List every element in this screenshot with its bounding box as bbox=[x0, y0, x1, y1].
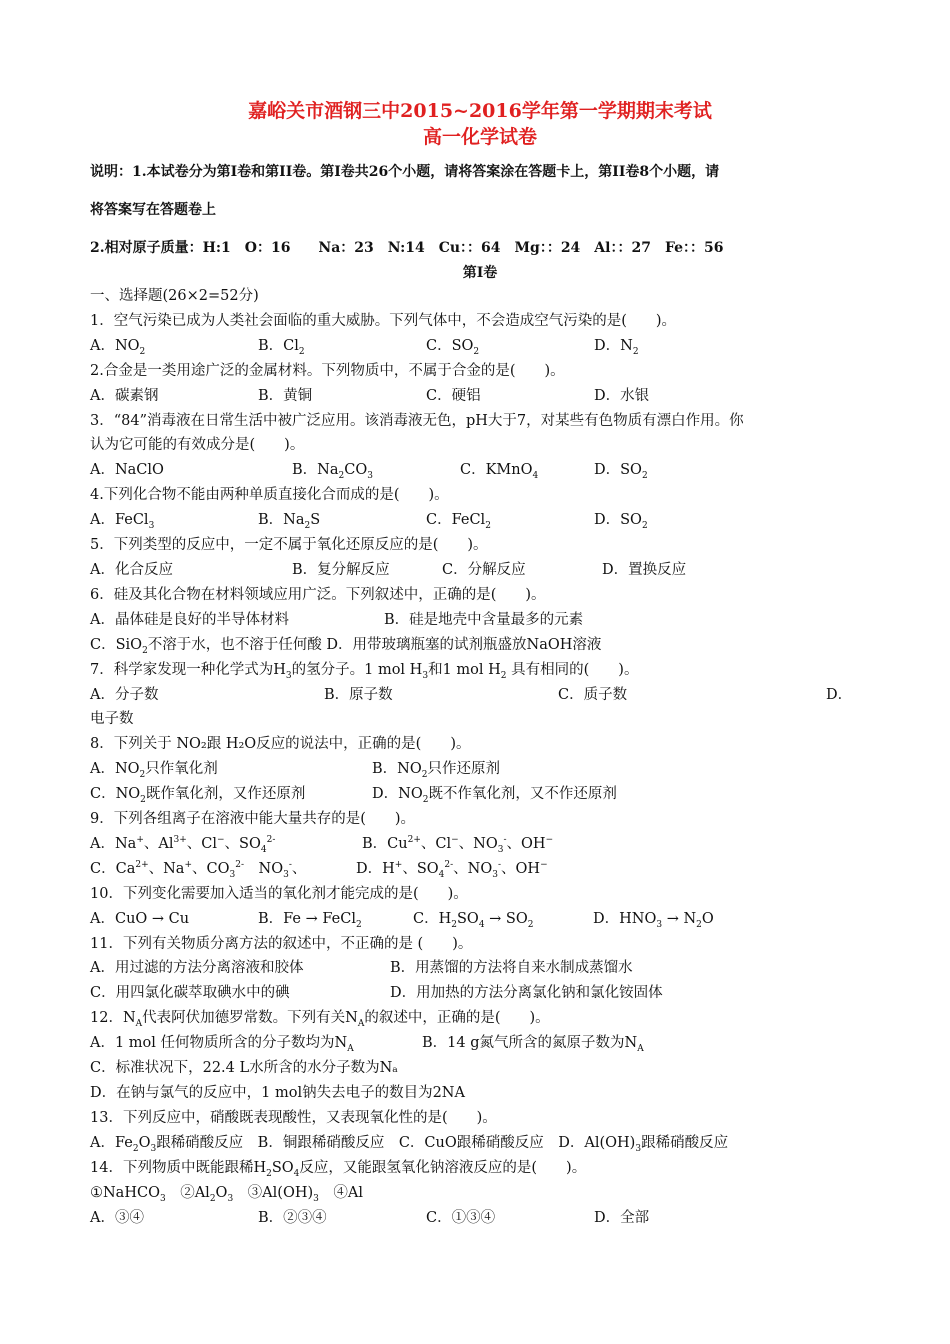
exam-page bbox=[90, 98, 870, 1230]
q11-option-a: A．用过滤的方法分离溶液和胶体 bbox=[90, 960, 304, 977]
part-title: 第I卷 bbox=[462, 265, 498, 281]
q8-stem: 8．下列关于 NO₂跟 H₂O反应的说法中，正确的是( )。 bbox=[90, 736, 471, 753]
q5-option-c: C．分解反应 bbox=[442, 561, 526, 578]
q1-option-a: A．$NO_2$ bbox=[90, 337, 146, 357]
q13-options: A．$Fe_2O_3$跟稀硝酸反应 B．铜跟稀硝酸反应 C．CuO跟稀硝酸反应 D．$Al(OH)_3$跟稀硝酸反应 bbox=[90, 1134, 729, 1154]
q3-stem-line1: 3．“84”消毒液在日常生活中被广泛应用。该消毒液无色，pH大于7，对某些有色物质有漂白作用。你 bbox=[90, 412, 744, 429]
q2-option-b: B．黄铜 bbox=[258, 387, 313, 404]
q7-option-a: A．分子数 bbox=[90, 686, 159, 703]
q3-options bbox=[90, 458, 870, 483]
q2-option-a: A．碳素钢 bbox=[90, 387, 159, 404]
exam-title-line2: 高一化学试卷 bbox=[422, 126, 537, 148]
q11-option-b: B．用蒸馏的方法将自来水制成蒸馏水 bbox=[390, 960, 633, 977]
q12-stem: 12．$N_A$代表阿伏加德罗常数。下列有关$N_A$的叙述中，正确的是( )。 bbox=[90, 1010, 550, 1030]
q3-option-a: A．NaClO bbox=[90, 462, 164, 479]
q8-option-b: B．$NO_2$只作还原剂 bbox=[372, 761, 500, 781]
atomic-mass-line: 2.相对原子质量：H:1 O：16 Na：23 N:14 Cu：：64 Mg：：24 Al：：27 Fe：：56 bbox=[90, 240, 724, 256]
q11-stem: 11．下列有关物质分离方法的叙述中，不正确的是 ( )。 bbox=[90, 935, 473, 952]
q11-option-d: D．用加热的方法分离氯化钠和氯化铵固体 bbox=[390, 985, 663, 1002]
q12-options-row1 bbox=[90, 1031, 870, 1056]
q6-options-row2 bbox=[90, 633, 870, 658]
q6-stem: 6．硅及其化合物在材料领域应用广泛。下列叙述中，正确的是( )。 bbox=[90, 586, 546, 603]
q11-options-row2 bbox=[90, 981, 870, 1006]
q6-option-d: D．用带玻璃瓶塞的试剂瓶盛放NaOH溶液 bbox=[326, 636, 602, 653]
q6-option-a: A．晶体硅是良好的半导体材料 bbox=[90, 611, 289, 628]
q4-option-d: D．$SO_2$ bbox=[594, 512, 648, 532]
q10-options bbox=[90, 907, 870, 932]
q14-option-a: A．③④ bbox=[90, 1209, 144, 1226]
q3-option-b: B．$Na_2CO_3$ bbox=[292, 462, 373, 482]
q2-option-c: C．硬铝 bbox=[426, 387, 481, 404]
q2-option-d: D．水银 bbox=[594, 387, 650, 404]
q9-stem: 9．下列各组离子在溶液中能大量共存的是( )。 bbox=[90, 811, 416, 828]
q3-option-d: D．$SO_2$ bbox=[594, 462, 648, 482]
q5-option-a: A．化合反应 bbox=[90, 561, 173, 578]
q14-option-b: B．②③④ bbox=[258, 1209, 327, 1226]
q5-option-d: D．置换反应 bbox=[602, 561, 687, 578]
q5-option-b: B．复分解反应 bbox=[292, 561, 390, 578]
q7-option-c: C．质子数 bbox=[558, 686, 628, 703]
q5-stem: 5．下列类型的反应中，一定不属于氧化还原反应的是( )。 bbox=[90, 537, 488, 554]
q6-option-c: C．SiO$_2$不溶于水，也不溶于任何酸 bbox=[90, 636, 322, 656]
q14-stem: 14．下列物质中既能跟稀$H_2SO_4$反应，又能跟氢氧化钠溶液反应的是( )。 bbox=[90, 1159, 587, 1179]
q1-stem: 1．空气污染已成为人类社会面临的重大威胁。下列气体中，不会造成空气污染的是( )。 bbox=[90, 312, 677, 329]
q10-option-b: B．Fe → FeCl$_2$ bbox=[258, 910, 362, 930]
q11-option-c: C．用四氯化碳萃取碘水中的碘 bbox=[90, 985, 290, 1002]
q3-option-c: C．KMnO$_4$ bbox=[460, 462, 539, 482]
q4-options bbox=[90, 508, 870, 533]
q9-options-row2 bbox=[90, 857, 870, 882]
q1-options bbox=[90, 334, 870, 359]
section-title: 一、选择题(26×2=52分) bbox=[90, 288, 259, 304]
q7-option-d-text: 电子数 bbox=[90, 711, 134, 728]
q14-options bbox=[90, 1206, 870, 1231]
q4-option-c: C．FeCl$_2$ bbox=[426, 512, 491, 532]
q8-option-c: C．$NO_2$既作氧化剂，又作还原剂 bbox=[90, 786, 306, 806]
q4-option-b: B．$Na_2S$ bbox=[258, 512, 321, 532]
q11-options-row1 bbox=[90, 956, 870, 981]
q7-option-d-label: D． bbox=[826, 686, 853, 703]
q10-option-a: A．CuO → Cu bbox=[90, 910, 190, 927]
q1-option-b: B．$Cl_2$ bbox=[258, 337, 305, 357]
q13-stem: 13．下列反应中，硝酸既表现酸性，又表现氧化性的是( )。 bbox=[90, 1109, 497, 1126]
q8-options-row2 bbox=[90, 782, 870, 807]
q14-substances: ①NaHCO$_3$ $②Al_2O_3$ $③Al(OH)_3$ ④Al bbox=[90, 1184, 363, 1204]
q7-option-b: B．原子数 bbox=[324, 686, 393, 703]
q12-option-d: D．在钠与氯气的反应中，1 mol钠失去电子的数目为2NA bbox=[90, 1085, 465, 1101]
q8-option-a: A．$NO_2$只作氧化剂 bbox=[90, 761, 218, 781]
q9-options-row1 bbox=[90, 832, 870, 857]
q7-options bbox=[90, 683, 870, 708]
q14-option-d: D．全部 bbox=[594, 1209, 650, 1226]
q7-stem: 7．科学家发现一种化学式为$H_3$的氢分子。1 mol $H_3$和1 mol $H_2$ 具有相同的( )。 bbox=[90, 661, 639, 681]
q2-stem: 2.合金是一类用途广泛的金属材料。下列物质中，不属于合金的是( )。 bbox=[90, 362, 565, 379]
q1-option-c: C．$SO_2$ bbox=[426, 337, 480, 357]
q9-option-b: B．$Cu^{2+}$、Cl−、$NO_3^-$、OH− bbox=[362, 835, 554, 855]
q6-options-row1 bbox=[90, 608, 870, 633]
q10-stem: 10．下列变化需要加入适当的氧化剂才能完成的是( )。 bbox=[90, 885, 468, 902]
q2-options bbox=[90, 384, 870, 409]
q5-options bbox=[90, 558, 870, 583]
q3-stem-line2: 认为它可能的有效成分是( )。 bbox=[90, 437, 305, 454]
exam-title-line1: 嘉峪关市酒钢三中2015~2016学年第一学期期末考试 bbox=[248, 100, 712, 122]
q10-option-d: D．$HNO_3 \to N_2O$ bbox=[593, 910, 714, 930]
q12-option-c: C．标准状况下，22.4 L水所含的水分子数为Nₐ bbox=[90, 1060, 398, 1077]
q9-option-c: C．$Ca^{2+}$、Na+、$CO_3^{2-}$ $NO_3^-$、 bbox=[90, 860, 307, 880]
q14-option-c: C．①③④ bbox=[426, 1209, 496, 1226]
q8-options-row1 bbox=[90, 757, 870, 782]
q10-option-c: C．$H_2SO_4 \to SO_2$ bbox=[413, 910, 534, 930]
q1-option-d: D．$N_2$ bbox=[594, 337, 639, 357]
q6-option-b: B．硅是地壳中含量最多的元素 bbox=[384, 611, 584, 628]
q4-stem: 4.下列化合物不能由两种单质直接化合而成的是( )。 bbox=[90, 487, 449, 504]
q12-option-a: A．1 mol 任何物质所含的分子数均为$N_A$ bbox=[90, 1035, 354, 1055]
q12-option-b: B．14 g氮气所含的氮原子数为$N_A$ bbox=[422, 1035, 644, 1055]
instructions-line2: 将答案写在答题卷上 bbox=[90, 202, 216, 218]
q4-option-a: A．FeCl$_3$ bbox=[90, 512, 155, 532]
q8-option-d: D．$NO_2$既不作氧化剂，又不作还原剂 bbox=[372, 786, 617, 806]
q9-option-d: D．H+、$SO_4^{2-}$、$NO_3^-$、OH− bbox=[356, 860, 548, 880]
instructions-line1: 说明：1.本试卷分为第I卷和第II卷。第I卷共26个小题，请将答案涂在答题卡上，第II卷8个小题，请 bbox=[90, 164, 720, 180]
q9-option-a: A．Na+、$Al^{3+}$、Cl−、$SO_4^{2-}$ bbox=[90, 835, 276, 855]
